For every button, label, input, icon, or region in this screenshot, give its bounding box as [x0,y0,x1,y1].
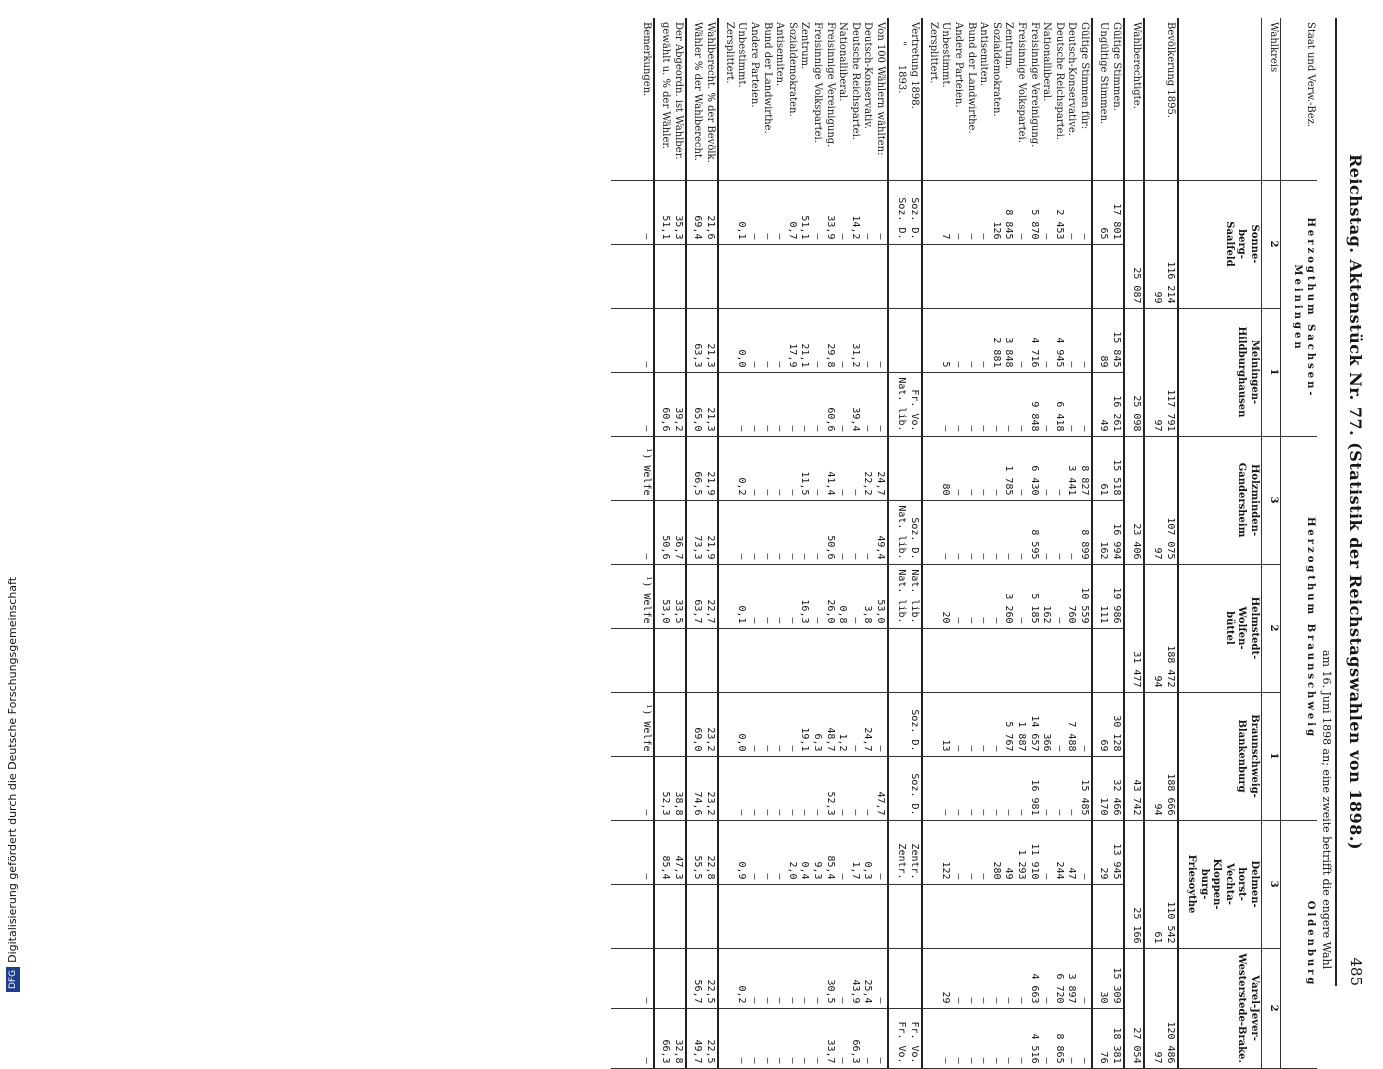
elected-value [654,244,686,308]
eligible-value: 31 477 [1124,564,1144,692]
votes-value [1092,884,1124,948]
eligible-percent-row [686,18,718,1068]
party-votes-value: — 47 244 — 11 910 1 293 49 280 — — — 122 [922,820,1092,884]
remarks-value: — [611,756,654,820]
remarks-value: ¹) Welfe [611,692,654,756]
votes-value [1092,628,1124,692]
eligible-row [1124,18,1144,1068]
page-subtitle: am 16. Juni 1898 an; eine zweite betrifft die engere Wahl [1320,650,1333,970]
district-name: Delmen- horst- Vechta- Kloppen- burg- Friesoythe [1178,820,1262,948]
representation-value: Fr. Vo. Nat. lib. [888,372,922,436]
elected-value: 39,2 60,6 [654,372,686,436]
district-number: 1 [1262,308,1281,436]
district-number: 2 [1262,180,1281,308]
page-header [1335,18,1373,986]
party-votes-value: — — 2 453 — 5 870 — 8 845 126 — — — 7 [922,180,1092,244]
representation-row [888,18,922,1068]
votes-value: 18 381 76 [1092,1008,1124,1068]
party-votes-value: — 3 897 6 720 — 4 663 — — — — — — 29 [922,948,1092,1008]
party-votes-value: — 7 488 — 366 14 657 1 887 5 767 — — — — 13 [922,692,1092,756]
label-population: Bevölkerung 1895. [1144,18,1178,180]
eligible-percent-value: 22,5 49,7 [686,1008,718,1068]
eligible-value: 43 742 [1124,692,1144,820]
percent-value [718,244,888,308]
votes-row [1092,18,1124,1068]
label-wbp: Wahlberecht. % der Bevölk. Wähler % der Wahlberecht. [686,18,718,180]
group-oldenburg: Oldenburg [1281,820,1318,1068]
eligible-percent-value: 21,9 73,3 [686,500,718,564]
representation-value [888,244,922,308]
label-wahlkreis: Wahlkreis [1262,18,1281,180]
remarks-value: — [611,1008,654,1068]
elected-value: 38,8 52,3 [654,756,686,820]
district-name: Braunschweig- Blankenburg [1178,692,1262,820]
remarks-value: ¹) Welfe [611,564,654,628]
representation-value: Nat. lib. Nat. lib. [888,564,922,628]
elected-value [654,436,686,500]
population-row [1144,18,1178,1068]
group-meiningen: Herzogthum Sachsen-Meiningen [1281,180,1318,436]
votes-value: 30 128 69 [1092,692,1124,756]
population-value: 110 542 61 [1144,820,1178,948]
population-value: 116 214 99 [1144,180,1178,308]
population-value: 117 791 97 [1144,308,1178,436]
population-value: 120 486 97 [1144,948,1178,1068]
remarks-value: — [611,500,654,564]
representation-value [888,948,922,1008]
percent-value: — — 39,4 — 60,6 — — — — — — — [718,372,888,436]
remarks-value: — [611,180,654,244]
percent-value: — — 31,2 — 29,8 — 21,1 17,9 — — — 0,0 [718,308,888,372]
percent-value [718,884,888,948]
dfg-logo: DFG [6,967,20,992]
district-number: 2 [1262,564,1281,692]
eligible-percent-value: 21,3 63,3 [686,308,718,372]
elected-value: 33,5 53,0 [654,564,686,628]
eligible-percent-value: 21,9 66,5 [686,436,718,500]
party-votes-value: 15 485 — — — 16 981 — — — — — — — [922,756,1092,820]
percent-value: — 25,4 43,9 — 30,5 — — — — — — 0,2 [718,948,888,1008]
district-name: Holzminden- Gandersheim [1178,436,1262,564]
party-votes-value [922,884,1092,948]
elected-value [654,948,686,1008]
votes-value: 13 945 29 [1092,820,1124,884]
remarks-value: — [611,820,654,884]
page-title: Reichstag. Aktenstück Nr. 77. (Statistik der Reichstagswahlen von 1898.) [1346,153,1365,851]
eligible-percent-value: 22,7 63,7 [686,564,718,628]
document-viewport [24,0,1383,1064]
population-value: 188 472 94 [1144,564,1178,692]
remarks-value [611,244,654,308]
representation-value: Zentr. Zentr. [888,820,922,884]
party-votes-value: — — 6 418 — 9 848 — — — — — — — [922,372,1092,436]
population-value: 107 075 97 [1144,436,1178,564]
party-votes-value: 10 559 760 — 162 5 185 — 3 260 — — — — 20 [922,564,1092,628]
eligible-percent-value: 21,3 65,0 [686,372,718,436]
remarks-row [611,18,654,1068]
label-pct: Von 100 Wählern wählten: Deutsch-Konservativ. Deutsche Reichspartei. Nationalliberal. Freisinnige Vereinigung. Freisinnige Volkspartei. Zentrum. Sozialdemokraten. Antisemiten. Bund der Landwirthe. Andere Parteien. Unbestimmt. Zersplittert. [718,18,888,180]
district-number: 2 [1262,948,1281,1068]
percent-value: 47,7 — — — 52,3 — — — — — — — [718,756,888,820]
representation-value [888,884,922,948]
district-name: Helmstedt- Wolfen- büttel [1178,564,1262,692]
party-votes-value [922,244,1092,308]
remarks-value: — [611,948,654,1008]
votes-value: 17 801 65 [1092,180,1124,244]
percent-value: 49,4 — — — 50,6 — — — — — — — [718,500,888,564]
party-votes-value [922,628,1092,692]
district-name: Meiningen- Hildburghausen [1178,308,1262,436]
credit-text [4,0,22,992]
percent-row [718,18,888,1068]
remarks-value [611,884,654,948]
sidebar-credit [0,0,24,1000]
label-gsf: Gültige Stimmen für: Deutsch-Konservative. Deutsche Reichspartei. Nationalliberal. Freisinnige Vereinigung. Freisinnige Volkspartei. Zentrum. Sozialdemokraten. Antisemiten. Bund der Landwirthe. Andere Parteien. Unbestimmt. Zersplittert. [922,18,1092,180]
label-abg: Der Abgeordn. ist Wahlber. gewählt u. % der Wähler. [654,18,686,180]
label-staat: Staat und Verw.-Bez. [1281,18,1318,180]
elected-value: 47,3 85,4 [654,820,686,884]
population-value: 188 666 94 [1144,692,1178,820]
representation-value: Soz. D. Nat. lib. [888,500,922,564]
elected-row [654,18,686,1068]
percent-value [718,628,888,692]
eligible-value: 27 054 [1124,948,1144,1068]
label-vtr: Vertretung 1898. " 1893. [888,18,922,180]
party-votes-value: — — 8 865 — 4 516 — — — — — — — [922,1008,1092,1068]
group-braunschweig: Herzogthum Braunschweig [1281,436,1318,820]
votes-value: 16 261 49 [1092,372,1124,436]
remarks-value: — [611,308,654,372]
remarks-value: ¹) Welfe [611,436,654,500]
eligible-value: 25 098 [1124,308,1144,436]
district-number: 1 [1262,692,1281,820]
percent-value: — 0,3 1,7 — 85,4 9,3 0,4 2,0 — — — 0,9 [718,820,888,884]
election-table [611,18,1317,1069]
label-eligible: Wahlberechtigte. [1124,18,1144,180]
eligible-percent-value: 21,6 69,4 [686,180,718,244]
party-votes-value: — — 4 945 — 4 716 — 3 848 2 881 — — — 5 [922,308,1092,372]
percent-value: — — 66,3 — 33,7 — — — — — — — [718,1008,888,1068]
district-number: 3 [1262,436,1281,564]
district-name-row [1178,18,1262,1068]
votes-value: 16 994 162 [1092,500,1124,564]
party-votes-row [922,18,1092,1068]
district-name: Varel-Jever- Westerstede-Brake. [1178,948,1262,1068]
eligible-percent-value: 22,5 56,7 [686,948,718,1008]
eligible-percent-value: 22,8 55,5 [686,820,718,884]
elected-value [654,628,686,692]
representation-value: Fr. Vo. Fr. Vo. [888,1008,922,1068]
votes-value: 19 986 111 [1092,564,1124,628]
label-gs: Gültige Stimmen. Ungültige Stimmen. [1092,18,1124,180]
eligible-percent-value [686,628,718,692]
representation-value: Soz. D. Soz. D. [888,180,922,244]
votes-value [1092,244,1124,308]
elected-value: 35,3 51,1 [654,180,686,244]
representation-value [888,308,922,372]
percent-value: 24,7 22,2 — — 41,4 — 11,5 — — — — 0,2 [718,436,888,500]
eligible-percent-value: 23,2 74,6 [686,756,718,820]
percent-value: — — 14,2 — 33,9 — 51,1 0,7 — — — 0,1 [718,180,888,244]
district-no-row [1262,18,1281,1068]
elected-value: 36,7 50,6 [654,500,686,564]
eligible-value: 23 406 [1124,436,1144,564]
group-row [1281,18,1318,1068]
party-votes-value: 8 827 3 441 — — 6 430 — 1 785 — — — — 80 [922,436,1092,500]
percent-value: — 24,7 — 1,2 48,7 6,3 19,1 — — — — 0,0 [718,692,888,756]
credit-label: Digitalisierung gefördert durch die Deutsche Forschungsgemeinschaft [6,576,19,963]
votes-value: 15 518 61 [1092,436,1124,500]
eligible-value: 25 166 [1124,820,1144,948]
district-number: 3 [1262,820,1281,948]
label-empty [1178,18,1262,180]
elected-value [654,884,686,948]
elected-value: 32,8 66,3 [654,1008,686,1068]
votes-value: 15 845 89 [1092,308,1124,372]
votes-value: 15 309 30 [1092,948,1124,1008]
label-bem: Bemerkungen. [611,18,654,180]
votes-value: 32 466 170 [1092,756,1124,820]
percent-value: 53,0 3,8 — 0,8 26,0 — 16,3 — — — — 0,1 [718,564,888,628]
district-name: Sonne- berg- Saalfeld [1178,180,1262,308]
representation-value: Soz. D. [888,692,922,756]
eligible-percent-value [686,884,718,948]
remarks-value: — [611,372,654,436]
representation-value [888,436,922,500]
representation-value: Soz. D. [888,756,922,820]
eligible-percent-value [686,244,718,308]
representation-value [888,628,922,692]
elected-value [654,308,686,372]
party-votes-value: 8 899 — — — 8 595 — — — — — — — [922,500,1092,564]
page-number: 485 [1347,957,1365,986]
document-page [24,0,1383,1064]
elected-value [654,692,686,756]
remarks-value [611,628,654,692]
eligible-percent-value: 23,2 69,0 [686,692,718,756]
eligible-value: 25 087 [1124,180,1144,308]
